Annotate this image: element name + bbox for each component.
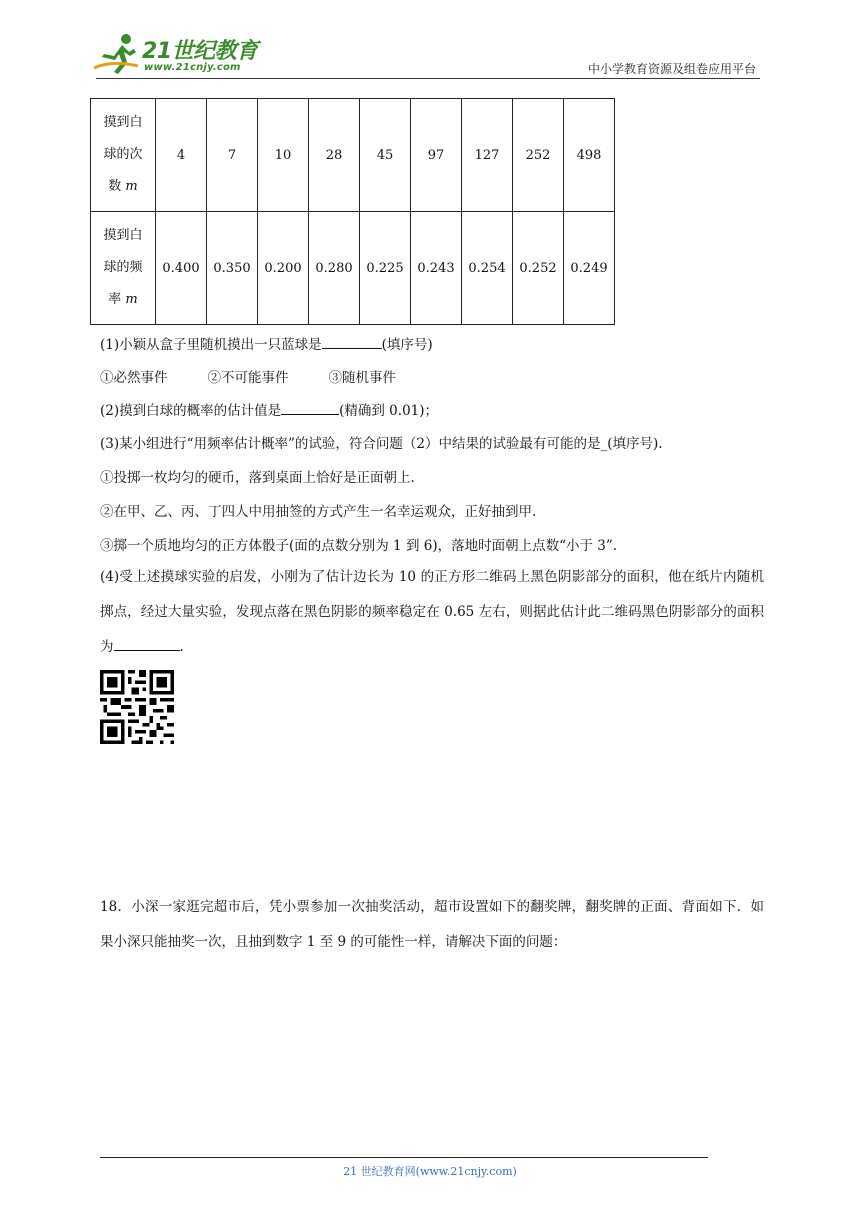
question-1: (1)小颖从盒子里随机摸出一只蓝球是 (填序号) — [100, 334, 764, 355]
table-cell: 10 — [258, 99, 309, 212]
answer-blank — [322, 334, 382, 349]
qr-code-icon — [100, 670, 174, 744]
table-cell: 0.350 — [207, 212, 258, 325]
table-cell: 4 — [156, 99, 207, 212]
table-cell: 45 — [360, 99, 411, 212]
question-4: (4)受上述摸球实验的启发，小刚为了估计边长为 10 的正方形二维码上黑色阴影部分的面积，他在纸片内随机掷点，经过大量实验，发现点落在黑色阴影的频率稳定在 0.65 左右，则据此估计此二维码黑色阴影部分的面积为 . — [100, 569, 764, 655]
option-item: ③随机事件 — [328, 370, 396, 386]
table-row-count — [91, 99, 615, 212]
table-cell: 0.280 — [309, 212, 360, 325]
table-cell: 0.243 — [411, 212, 462, 325]
table-cell: 0.200 — [258, 212, 309, 325]
table-cell: 28 — [309, 99, 360, 212]
footer-divider — [100, 1157, 708, 1158]
results-table — [90, 98, 615, 325]
row-label-count: 摸到白 球的次 数 m — [91, 99, 156, 212]
option-item: ①必然事件 — [100, 370, 168, 386]
option-item: ②不可能事件 — [207, 370, 289, 386]
answer-blank — [281, 400, 339, 415]
table-cell: 0.225 — [360, 212, 411, 325]
question-18: 18．小深一家逛完超市后，凭小票参加一次抽奖活动，超市设置如下的翻奖牌，翻奖牌的正面、背面如下．如果小深只能抽奖一次，且抽到数字 1 至 9 的可能性一样，请解决下面的问题： — [100, 899, 764, 950]
table-cell: 97 — [411, 99, 462, 212]
question-2: (2)摸到白球的概率的估计值是 (精确到 0.01)； — [100, 400, 764, 421]
question-3-option-1: ①投掷一枚均匀的硬币，落到桌面上恰好是正面朝上. — [100, 470, 415, 486]
platform-title: 中小学教育资源及组卷应用平台 — [587, 62, 756, 76]
table-cell: 0.400 — [156, 212, 207, 325]
logo-url-text: www.21cnjy.com — [144, 62, 241, 73]
site-logo — [92, 32, 262, 80]
row-label-frequency: 摸到白 球的频 率 m — [91, 212, 156, 325]
header-divider — [96, 78, 760, 79]
runner-logo-icon — [92, 32, 140, 76]
table-cell: 0.254 — [462, 212, 513, 325]
table-cell: 7 — [207, 99, 258, 212]
table-row-frequency — [91, 212, 615, 325]
answer-blank — [114, 636, 180, 651]
table-cell: 127 — [462, 99, 513, 212]
table-cell: 0.252 — [513, 212, 564, 325]
table-cell: 252 — [513, 99, 564, 212]
question-3-option-3: ③掷一个质地均匀的正方体骰子(面的点数分别为 1 到 6)，落地时面朝上点数“小于 3”. — [100, 538, 618, 554]
question-3: (3)某小组进行“用频率估计概率”的试验，符合问题（2）中结果的试验最有可能的是_(填序号). — [100, 436, 663, 452]
logo-brand-text: 21世纪教育 — [142, 39, 258, 64]
footer-text: 21 世纪教育网(www.21cnjy.com) — [343, 1165, 517, 1178]
page-header — [0, 0, 860, 80]
question-3-option-2: ②在甲、乙、丙、丁四人中用抽签的方式产生一名幸运观众，正好抽到甲. — [100, 504, 537, 520]
question-1-options — [100, 368, 764, 388]
table-cell: 498 — [564, 99, 615, 212]
table-cell: 0.249 — [564, 212, 615, 325]
